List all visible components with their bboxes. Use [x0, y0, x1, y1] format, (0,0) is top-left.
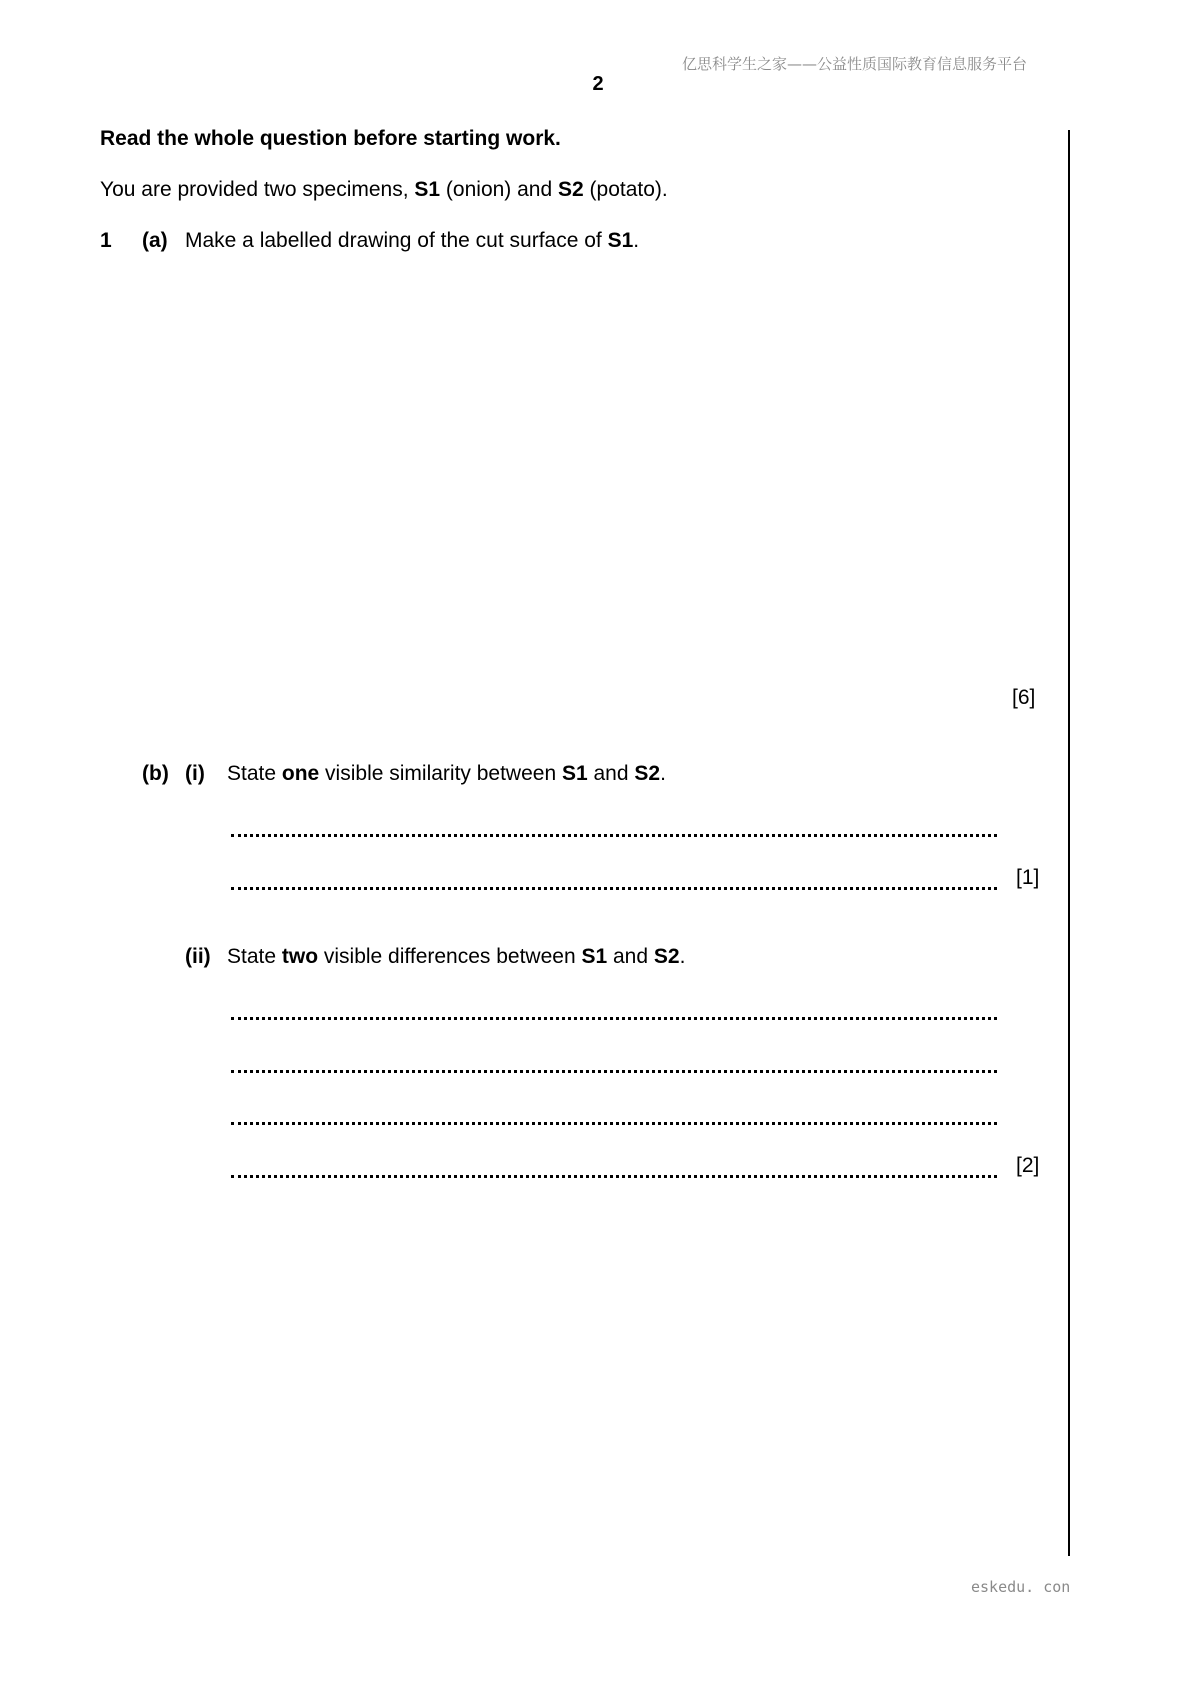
q1bii-t6: S2: [653, 945, 680, 968]
q1bii-t5: and: [607, 945, 654, 968]
question-1b-i-text: [227, 762, 666, 786]
question-1-number: 1: [100, 229, 112, 252]
q1bi-t4: S1: [561, 762, 588, 785]
specimen-1-desc: (onion) and: [440, 178, 559, 201]
q1a-text-bold: S1: [607, 229, 634, 252]
drawing-answer-space[interactable]: [185, 262, 1045, 682]
specimen-2-label: S2: [558, 178, 584, 201]
question-1b-ii-label: (ii): [185, 945, 211, 968]
answer-line-bii-2[interactable]: [231, 1070, 997, 1073]
specimen-2-desc: (potato).: [583, 178, 668, 201]
answer-line-bi-1[interactable]: [231, 834, 997, 837]
instructions-heading: Read the whole question before starting work.: [100, 127, 561, 150]
q1bii-marks: [2]: [1016, 1154, 1040, 1177]
header-watermark: 亿思科学生之家——公益性质国际教育信息服务平台: [682, 55, 1028, 73]
q1bi-t3: visible similarity between: [319, 762, 562, 785]
q1a-text-suffix: .: [633, 229, 640, 252]
answer-line-bii-4[interactable]: [231, 1175, 997, 1178]
margin-rule: [1068, 130, 1070, 1556]
page-number: 2: [592, 73, 604, 95]
q1bi-t1: State: [227, 762, 282, 785]
q1bi-t7: .: [660, 762, 666, 785]
question-1b-label: (b): [142, 762, 169, 785]
q1bii-t3: visible differences between: [318, 945, 582, 968]
q1bi-t5: and: [587, 762, 635, 785]
question-1b-i-label: (i): [185, 762, 205, 785]
q1bi-t2: one: [281, 762, 320, 785]
q1bii-t4: S1: [581, 945, 608, 968]
q1bii-t2: two: [281, 945, 319, 968]
specimens-intro: [100, 178, 668, 202]
specimen-1-label: S1: [414, 178, 441, 201]
question-1a-text: [185, 229, 639, 253]
question-1b-ii-text: [227, 945, 685, 969]
answer-line-bii-1[interactable]: [231, 1017, 997, 1020]
answer-line-bi-2[interactable]: [231, 887, 997, 890]
q1bi-t6: S2: [634, 762, 661, 785]
intro-prefix: You are provided two specimens,: [100, 178, 415, 201]
q1bii-t1: State: [227, 945, 282, 968]
q1a-marks: [6]: [1012, 686, 1036, 709]
q1bii-t7: .: [679, 945, 686, 968]
q1bi-marks: [1]: [1016, 866, 1040, 889]
q1a-text-prefix: Make a labelled drawing of the cut surface of: [185, 229, 608, 252]
footer-watermark: eskedu. con: [971, 1578, 1071, 1596]
answer-line-bii-3[interactable]: [231, 1122, 997, 1125]
question-1a-label: (a): [142, 229, 168, 252]
